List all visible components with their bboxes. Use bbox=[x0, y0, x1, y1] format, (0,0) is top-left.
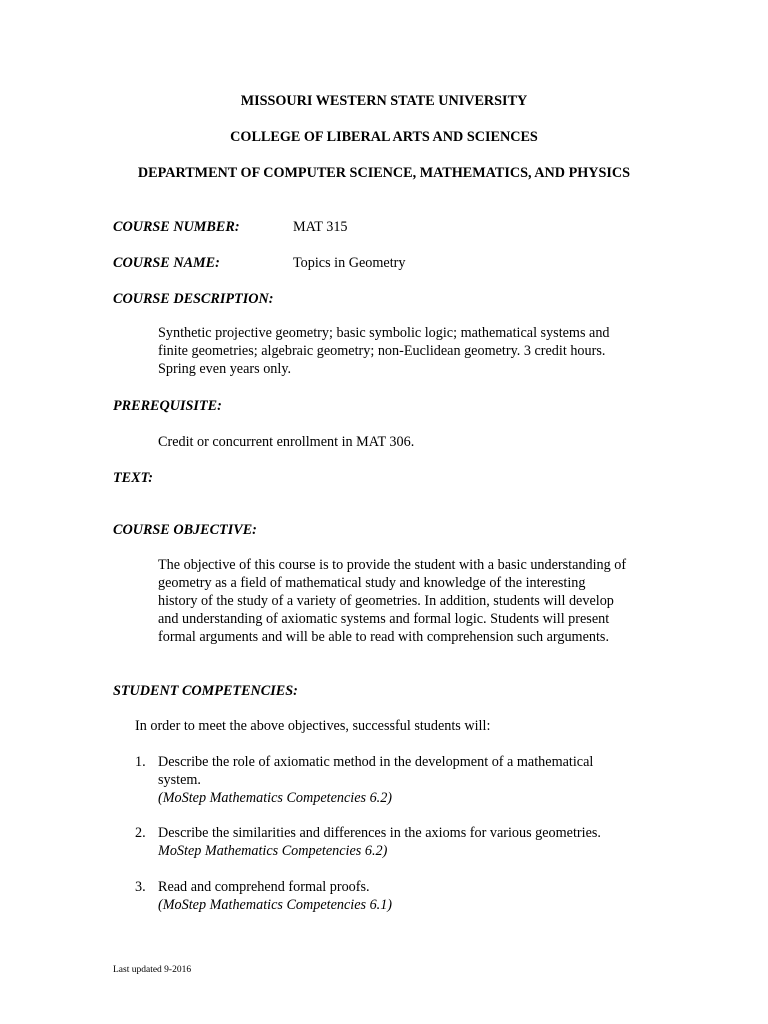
competency-number: 2. bbox=[135, 825, 146, 841]
course-objective-text bbox=[158, 557, 626, 647]
course-number-label: COURSE NUMBER: bbox=[113, 219, 240, 235]
competency-number: 1. bbox=[135, 754, 146, 770]
course-objective-label: COURSE OBJECTIVE: bbox=[113, 522, 257, 538]
last-updated-footer: Last updated 9-2016 bbox=[113, 965, 192, 975]
objective-line: and understanding of axiomatic systems and formal logic. Students will present bbox=[158, 611, 610, 627]
course-description-text bbox=[158, 325, 610, 379]
competency-number: 3. bbox=[135, 879, 146, 895]
course-description-label: COURSE DESCRIPTION: bbox=[113, 291, 274, 307]
description-line: Spring even years only. bbox=[158, 361, 292, 377]
description-line: finite geometries; algebraic geometry; non-Euclidean geometry. 3 credit hours. bbox=[158, 343, 606, 359]
objective-line: history of the study of a variety of geometries. In addition, students will develop bbox=[158, 593, 614, 609]
prerequisite-label: PREREQUISITE: bbox=[113, 398, 222, 414]
competency-reference: (MoStep Mathematics Competencies 6.1) bbox=[158, 897, 393, 913]
course-name-label: COURSE NAME: bbox=[113, 255, 220, 271]
course-number-value: MAT 315 bbox=[293, 219, 348, 235]
department-name: DEPARTMENT OF COMPUTER SCIENCE, MATHEMATICS, AND PHYSICS bbox=[137, 165, 631, 181]
student-competencies-label: STUDENT COMPETENCIES: bbox=[113, 683, 298, 699]
competency-text-continued: system. bbox=[158, 772, 201, 788]
course-name-value: Topics in Geometry bbox=[293, 255, 406, 271]
description-line: Synthetic projective geometry; basic symbolic logic; mathematical systems and bbox=[158, 325, 610, 341]
competency-text: Describe the similarities and differences in the axioms for various geometries. bbox=[158, 825, 601, 841]
competencies-intro: In order to meet the above objectives, successful students will: bbox=[135, 718, 491, 734]
university-name: MISSOURI WESTERN STATE UNIVERSITY bbox=[240, 93, 528, 109]
college-name: COLLEGE OF LIBERAL ARTS AND SCIENCES bbox=[230, 129, 538, 145]
competency-reference: (MoStep Mathematics Competencies 6.2) bbox=[158, 790, 393, 806]
objective-line: geometry as a field of mathematical study and knowledge of the interesting bbox=[158, 575, 586, 591]
competency-text: Describe the role of axiomatic method in the development of a mathematical bbox=[158, 754, 594, 770]
objective-line: The objective of this course is to provide the student with a basic understanding of bbox=[158, 557, 627, 573]
objective-line: formal arguments and will be able to read with comprehension such arguments. bbox=[158, 629, 609, 645]
text-label: TEXT: bbox=[113, 470, 153, 486]
competency-reference: MoStep Mathematics Competencies 6.2) bbox=[158, 843, 388, 859]
prerequisite-text: Credit or concurrent enrollment in MAT 306. bbox=[158, 434, 415, 450]
competency-text: Read and comprehend formal proofs. bbox=[158, 879, 370, 895]
